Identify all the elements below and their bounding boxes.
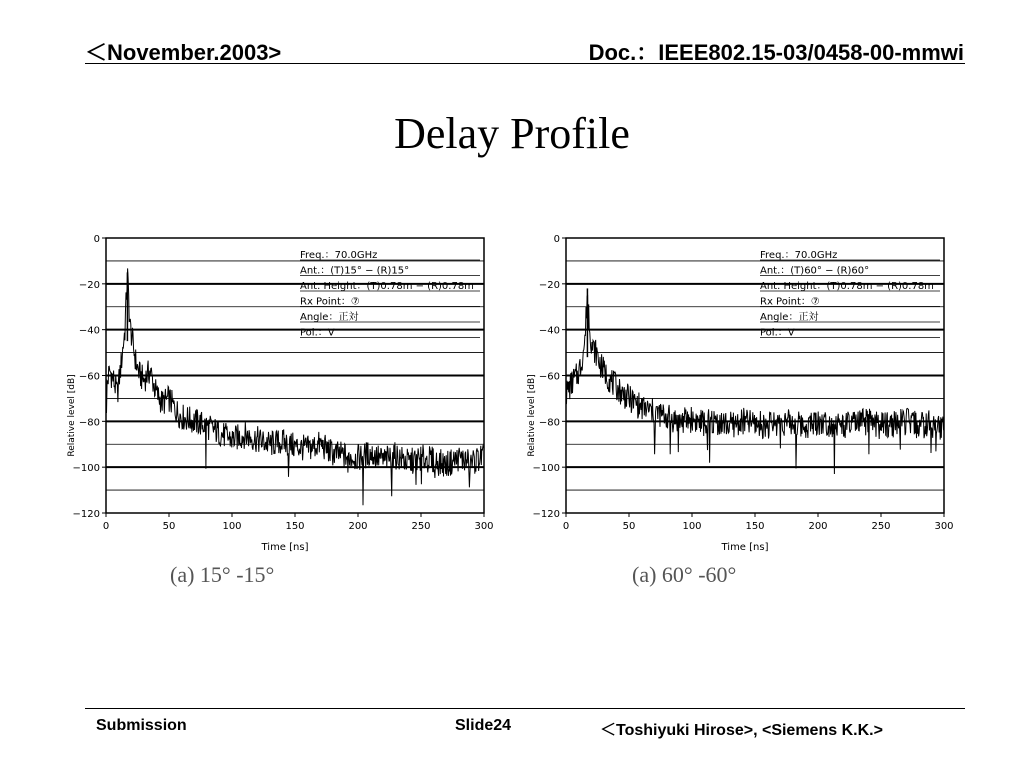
data-trace <box>106 265 484 505</box>
header-date: ＜November.2003> <box>85 40 282 65</box>
y-tick-label: −60 <box>538 371 560 383</box>
chart-left <box>60 228 500 563</box>
y-tick-label: −20 <box>78 279 100 291</box>
y-tick-label: −60 <box>78 371 100 383</box>
y-tick-label: −100 <box>72 463 100 475</box>
legend-entry: Ant.：(T)60° − (R)60° <box>760 265 870 277</box>
y-tick-label: −80 <box>78 417 100 429</box>
y-tick-label: −20 <box>538 279 560 291</box>
x-tick-label: 200 <box>808 521 828 532</box>
x-tick-label: 250 <box>871 521 891 532</box>
chart-right-svg <box>520 228 960 558</box>
x-tick-label: 200 <box>348 521 368 532</box>
legend-entry: Ant. Height：(T)0.78m − (R)0.78m <box>300 281 474 292</box>
x-tick-label: 100 <box>222 521 242 532</box>
chart-left-svg <box>60 228 500 558</box>
legend-entry: Rx Point：⑦ <box>760 296 820 308</box>
y-tick-label: −80 <box>538 417 560 429</box>
caption-left: (a) 15° -15° <box>170 562 275 587</box>
y-tick-label: −120 <box>72 509 100 520</box>
y-tick-label: 0 <box>553 234 560 245</box>
x-tick-label: 0 <box>102 521 110 532</box>
x-tick-label: 150 <box>285 521 305 532</box>
x-tick-label: 50 <box>162 521 176 532</box>
chart-right <box>520 228 960 563</box>
x-tick-label: 100 <box>682 521 702 532</box>
y-tick-label: −40 <box>78 325 100 337</box>
x-axis-label: Time [ns] <box>721 542 769 553</box>
x-tick-label: 50 <box>622 521 636 532</box>
legend-entry: Ant. Height：(T)0.78m − (R)0.78m <box>760 281 934 292</box>
legend-entry: Angle：正対 <box>760 312 819 323</box>
footer-divider <box>85 708 965 709</box>
header-doc-id: Doc.：IEEE802.15-03/0458-00-mmwi <box>588 40 964 65</box>
footer-author: ＜Toshiyuki Hirose>, <Siemens K.K.> <box>600 722 883 739</box>
y-tick-label: 0 <box>93 234 100 245</box>
x-tick-label: 300 <box>474 521 494 532</box>
legend-entry: Angle：正対 <box>300 312 359 323</box>
y-tick-label: −100 <box>532 463 560 475</box>
footer-submission: Submission <box>96 717 187 734</box>
legend-entry: Ant.：(T)15° − (R)15° <box>300 265 410 277</box>
x-tick-label: 250 <box>411 521 431 532</box>
y-axis-label: Relative level [dB] <box>67 374 77 457</box>
footer-slide-number: Slide24 <box>455 717 512 734</box>
legend-entry: Freq.：70.0GHz <box>760 250 838 261</box>
x-tick-label: 150 <box>745 521 765 532</box>
y-axis-label: Relative level [dB] <box>527 374 537 457</box>
x-axis-label: Time [ns] <box>261 542 309 553</box>
legend-entry: Freq.：70.0GHz <box>300 250 378 261</box>
legend-entry: Pol.：V <box>760 327 795 339</box>
legend-entry: Rx Point：⑦ <box>300 296 360 308</box>
caption-right: (a) 60° -60° <box>632 562 737 587</box>
slide-title: Delay Profile <box>394 109 630 158</box>
y-tick-label: −40 <box>538 325 560 337</box>
header-divider <box>85 63 965 64</box>
legend-entry: Pol.：V <box>300 327 335 339</box>
y-tick-label: −120 <box>532 509 560 520</box>
x-tick-label: 0 <box>562 521 570 532</box>
x-tick-label: 300 <box>934 521 954 532</box>
